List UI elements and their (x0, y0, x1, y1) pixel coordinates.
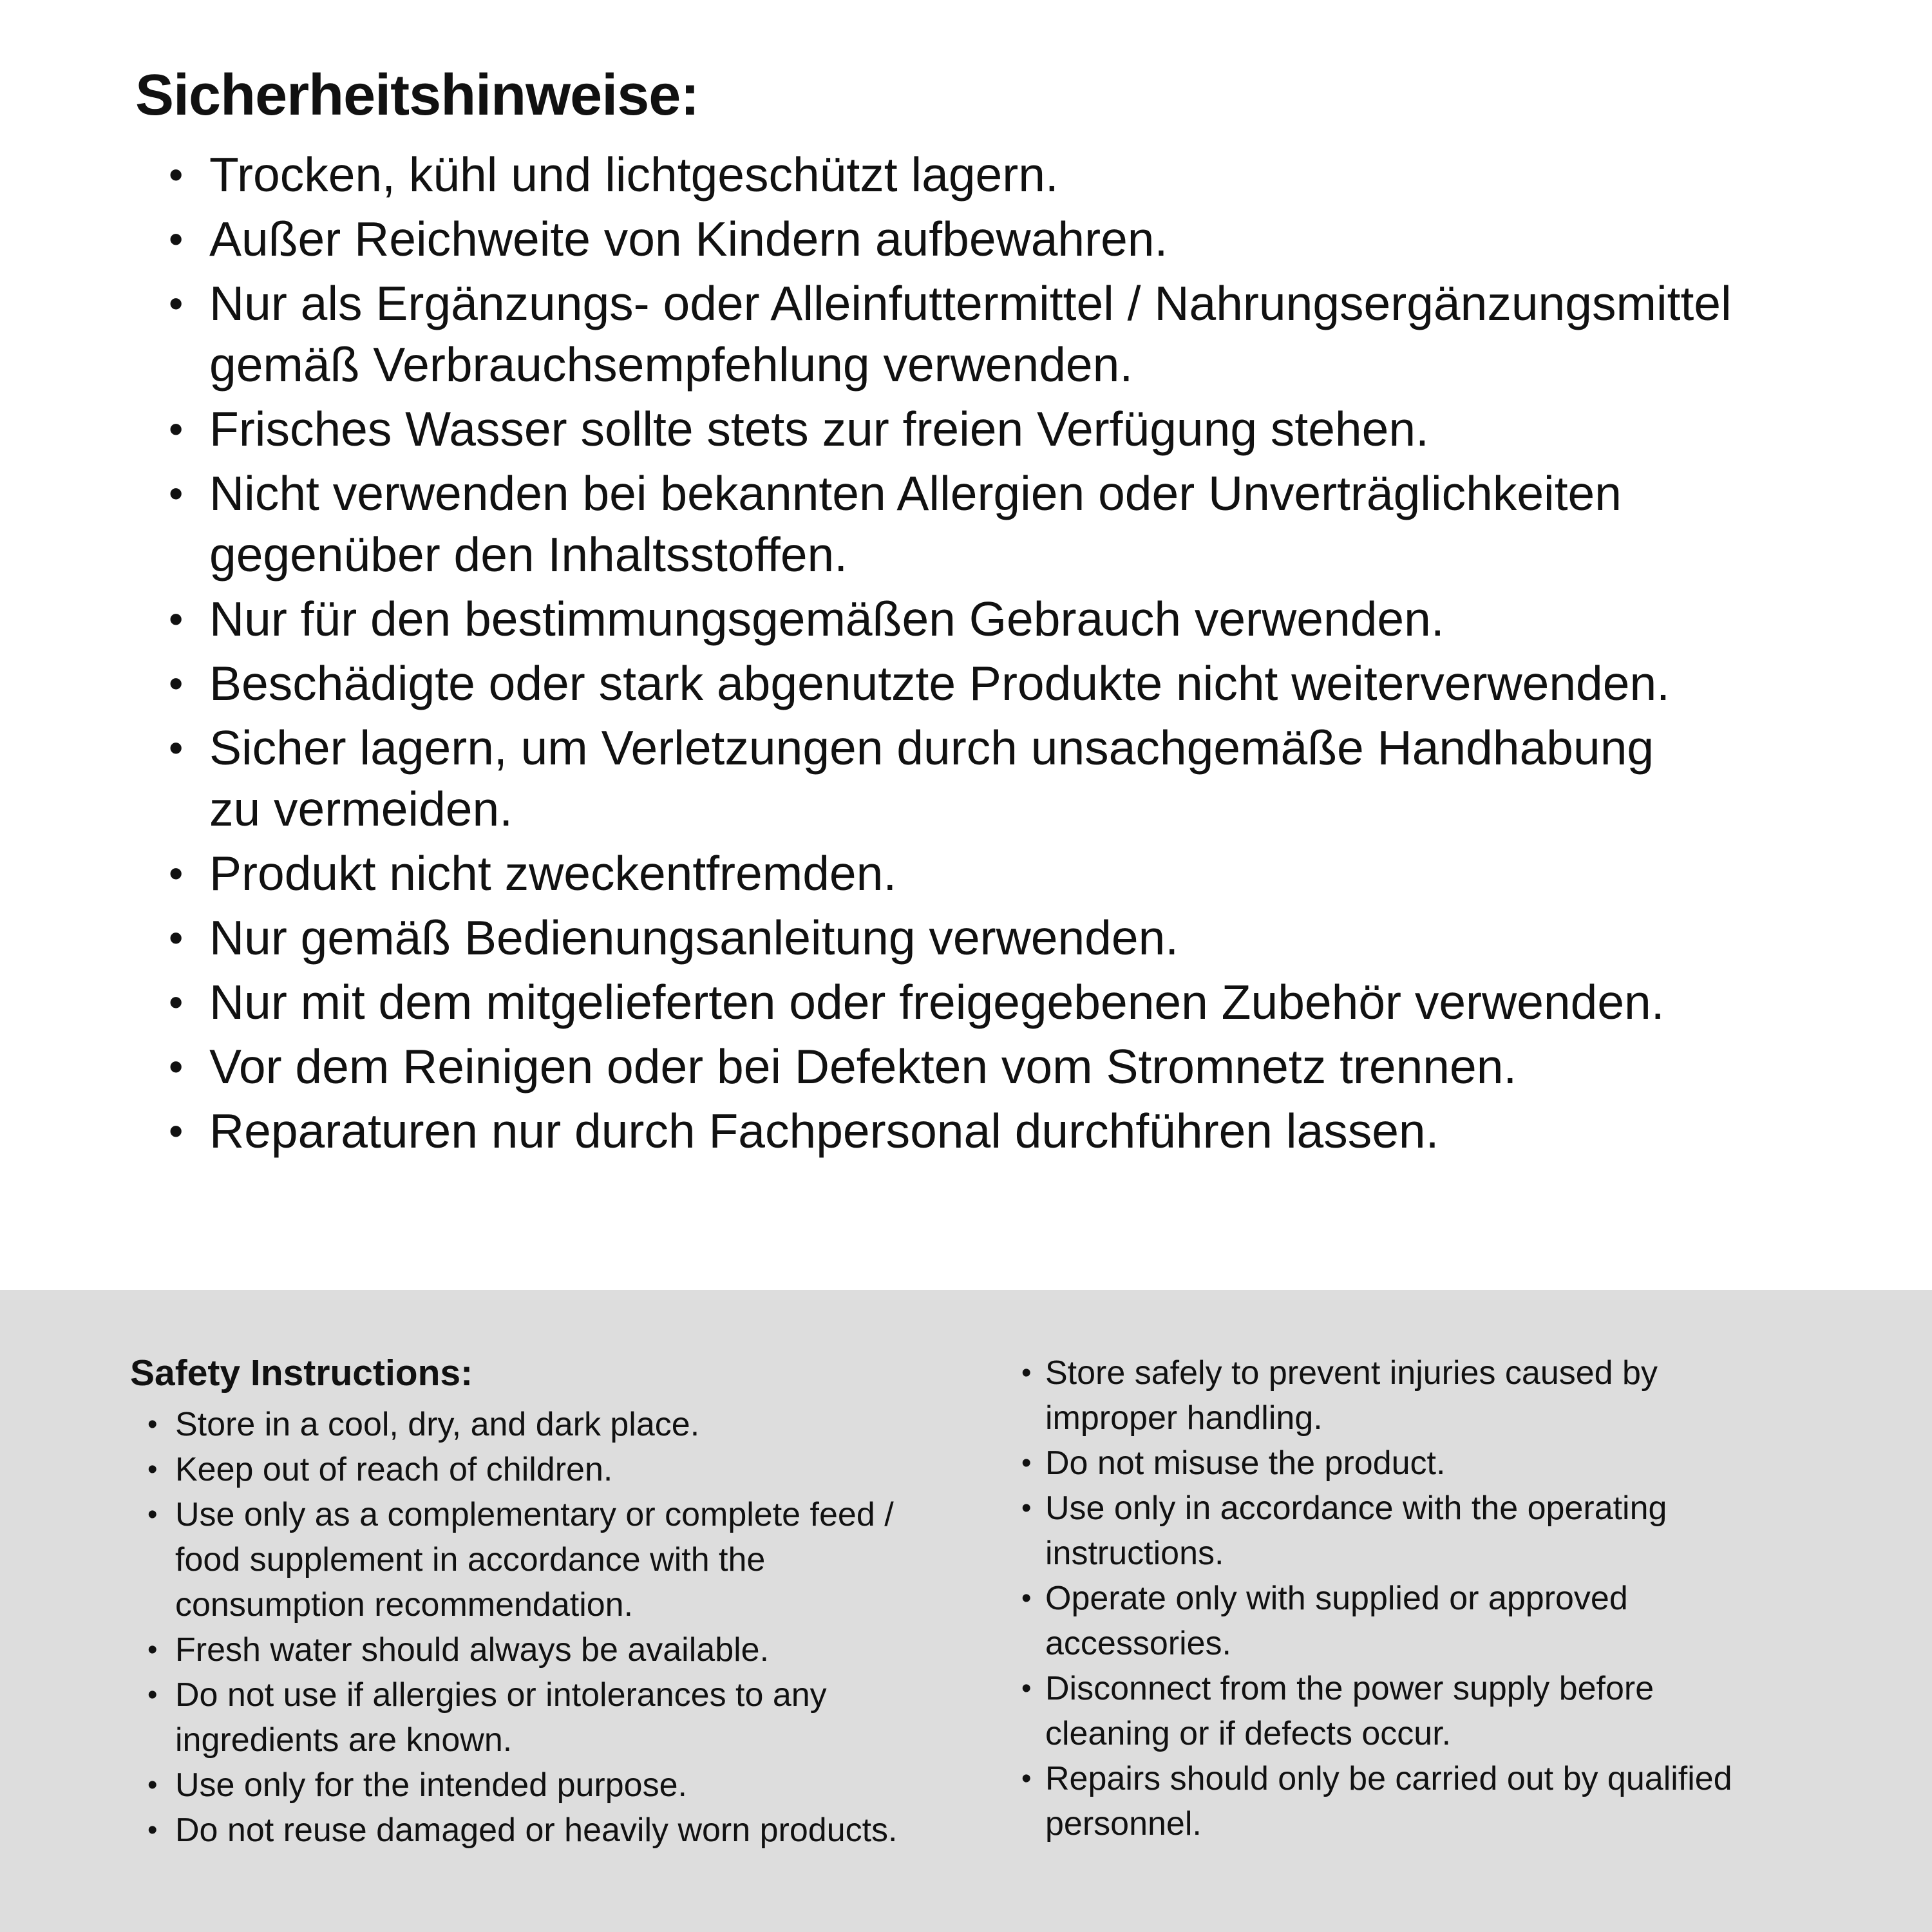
list-item (135, 1101, 1932, 1162)
english-left-column (130, 1350, 1019, 1932)
list-item (1019, 1576, 1932, 1666)
text-line: • Trocken, kühl und lichtgeschützt lagern. (209, 147, 1059, 202)
list-item (1019, 1350, 1932, 1441)
list-item (130, 1763, 1019, 1808)
text-line: • Use only in accordance with the operating (1045, 1490, 1667, 1527)
text-line: improper handling. (1045, 1399, 1323, 1437)
text-line: • Do not misuse the product. (1045, 1444, 1446, 1482)
text-line: • Produkt nicht zweckentfremden. (209, 846, 897, 900)
list-item (135, 209, 1932, 270)
text-line: • Nur als Ergänzungs- oder Alleinfuttermittel / Nahrungsergänzungsmittel (209, 276, 1732, 330)
list-item (130, 1402, 1019, 1447)
list-item (135, 907, 1932, 969)
text-line: • Store in a cool, dry, and dark place. (175, 1406, 700, 1443)
text-line: • Fresh water should always be available. (175, 1631, 770, 1669)
list-item (135, 717, 1932, 840)
text-line: • Store safely to prevent injuries caused by (1045, 1354, 1658, 1392)
english-heading: Safety Instructions: (130, 1352, 473, 1394)
list-item (130, 1808, 1019, 1853)
text-line: • Nur für den bestimmungsgemäßen Gebrauch verwenden. (209, 592, 1444, 646)
list-item (135, 273, 1932, 395)
list-item (135, 653, 1932, 714)
text-line: gegenüber den Inhaltsstoffen. (209, 527, 848, 582)
text-line: instructions. (1045, 1535, 1224, 1572)
text-line: • Repairs should only be carried out by qualified (1045, 1760, 1732, 1797)
german-heading: Sicherheitshinweise: (135, 63, 699, 128)
text-line: • Operate only with supplied or approved (1045, 1580, 1628, 1617)
list-item (135, 843, 1932, 904)
text-line: • Do not use if allergies or intolerances to any (175, 1676, 827, 1714)
list-item (135, 463, 1932, 585)
list-item (135, 399, 1932, 460)
text-line: gemäß Verbrauchsempfehlung verwenden. (209, 337, 1133, 392)
list-item (1019, 1441, 1932, 1486)
text-line: consumption recommendation. (175, 1586, 634, 1624)
text-line: • Reparaturen nur durch Fachpersonal durchführen lassen. (209, 1104, 1439, 1158)
text-line: • Sicher lagern, um Verletzungen durch unsachgemäße Handhabung (209, 721, 1654, 775)
english-right-list (1019, 1350, 1932, 1846)
text-line: • Frisches Wasser sollte stets zur freien Verfügung stehen. (209, 402, 1429, 456)
text-line: • Use only as a complementary or complete feed / (175, 1496, 894, 1533)
english-left-list (130, 1402, 1019, 1853)
english-section (0, 1290, 1932, 1932)
list-item (135, 972, 1932, 1033)
english-right-column (1019, 1350, 1932, 1932)
text-line: accessories. (1045, 1625, 1231, 1662)
list-item (1019, 1756, 1932, 1846)
text-line: • Außer Reichweite von Kindern aufbewahren. (209, 212, 1168, 266)
list-item (135, 589, 1932, 650)
german-bullet-list (135, 144, 1932, 1162)
text-line: cleaning or if defects occur. (1045, 1715, 1452, 1752)
list-item (130, 1672, 1019, 1763)
text-line: • Nur mit dem mitgelieferten oder freigegebenen Zubehör verwenden. (209, 975, 1665, 1029)
list-item (130, 1492, 1019, 1627)
text-line: • Nur gemäß Bedienungsanleitung verwenden. (209, 911, 1179, 965)
list-item (130, 1627, 1019, 1672)
list-item (135, 1036, 1932, 1097)
text-line: • Disconnect from the power supply before (1045, 1670, 1654, 1707)
text-line: personnel. (1045, 1805, 1202, 1842)
text-line: • Vor dem Reinigen oder bei Defekten vom Stromnetz trennen. (209, 1039, 1517, 1094)
text-line: • Keep out of reach of children. (175, 1451, 613, 1488)
list-item (1019, 1486, 1932, 1576)
list-item (135, 144, 1932, 205)
text-line: • Nicht verwenden bei bekannten Allergien oder Unverträglichkeiten (209, 466, 1622, 520)
text-line: ingredients are known. (175, 1721, 513, 1759)
list-item (1019, 1666, 1932, 1756)
list-item (130, 1447, 1019, 1492)
text-line: • Beschädigte oder stark abgenutzte Produkte nicht weiterverwenden. (209, 656, 1671, 710)
text-line: food supplement in accordance with the (175, 1541, 766, 1578)
text-line: • Use only for the intended purpose. (175, 1766, 687, 1804)
text-line: • Do not reuse damaged or heavily worn products. (175, 1812, 898, 1849)
text-line: zu vermeiden. (209, 782, 513, 836)
